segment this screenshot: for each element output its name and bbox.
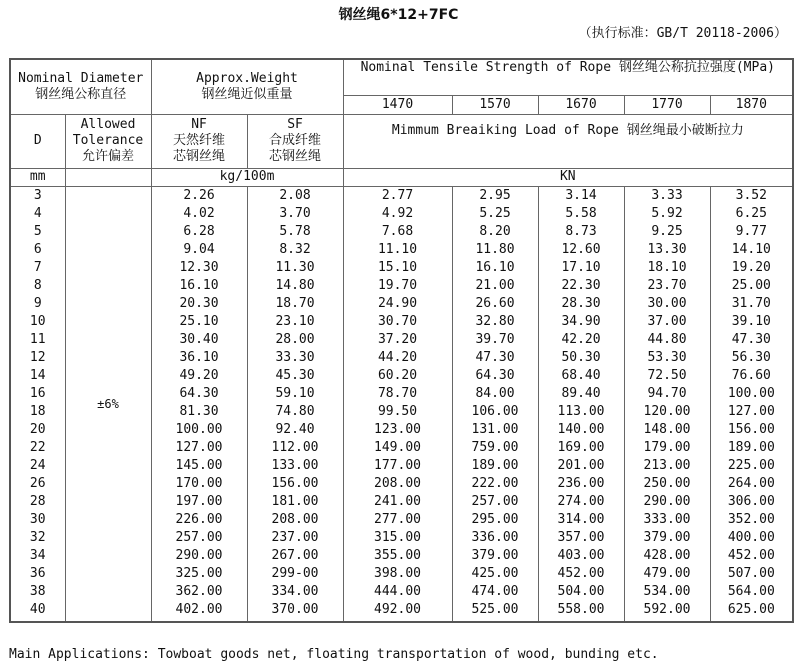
header-sf-line: 合成纤维 xyxy=(269,133,322,148)
cell-l1570: 5.25 xyxy=(452,205,538,223)
cell-l1870: 14.10 xyxy=(710,241,793,259)
cell-sf: 299-00 xyxy=(247,565,343,583)
header-approx-weight-cn: 钢丝绳近似重量 xyxy=(201,86,293,102)
cell-l1770: 13.30 xyxy=(624,241,710,259)
cell-nf: 362.00 xyxy=(151,583,247,601)
cell-l1470: 355.00 xyxy=(343,547,452,565)
cell-l1770: 37.00 xyxy=(624,313,710,331)
cell-sf: 237.00 xyxy=(247,529,343,547)
cell-nf: 170.00 xyxy=(151,475,247,493)
cell-l1770: 72.50 xyxy=(624,367,710,385)
cell-l1870: 9.77 xyxy=(710,223,793,241)
cell-l1470: 177.00 xyxy=(343,457,452,475)
cell-sf: 156.00 xyxy=(247,475,343,493)
cell-d: 24 xyxy=(10,457,65,475)
cell-l1870: 31.70 xyxy=(710,295,793,313)
cell-l1870: 264.00 xyxy=(710,475,793,493)
header-sf-line: SF xyxy=(287,117,303,132)
cell-l1870: 225.00 xyxy=(710,457,793,475)
cell-l1770: 9.25 xyxy=(624,223,710,241)
cell-d: 12 xyxy=(10,349,65,367)
cell-d: 4 xyxy=(10,205,65,223)
cell-l1670: 201.00 xyxy=(538,457,624,475)
cell-nf: 127.00 xyxy=(151,439,247,457)
cell-l1570: 295.00 xyxy=(452,511,538,529)
cell-d: 30 xyxy=(10,511,65,529)
unit-blank xyxy=(65,168,151,186)
cell-d: 36 xyxy=(10,565,65,583)
cell-l1870: 306.00 xyxy=(710,493,793,511)
cell-nf: 100.00 xyxy=(151,421,247,439)
cell-l1670: 5.58 xyxy=(538,205,624,223)
cell-nf: 25.10 xyxy=(151,313,247,331)
cell-l1670: 452.00 xyxy=(538,565,624,583)
cell-sf: 112.00 xyxy=(247,439,343,457)
cell-l1870: 452.00 xyxy=(710,547,793,565)
cell-l1770: 18.10 xyxy=(624,259,710,277)
cell-nf: 2.26 xyxy=(151,186,247,205)
cell-d: 9 xyxy=(10,295,65,313)
cell-l1570: 106.00 xyxy=(452,403,538,421)
cell-nf: 30.40 xyxy=(151,331,247,349)
cell-l1870: 625.00 xyxy=(710,601,793,622)
cell-l1670: 12.60 xyxy=(538,241,624,259)
cell-l1470: 60.20 xyxy=(343,367,452,385)
cell-d: 32 xyxy=(10,529,65,547)
cell-l1670: 89.40 xyxy=(538,385,624,403)
cell-l1870: 189.00 xyxy=(710,439,793,457)
header-grade: 1770 xyxy=(624,95,710,114)
cell-l1470: 277.00 xyxy=(343,511,452,529)
cell-l1770: 44.80 xyxy=(624,331,710,349)
cell-l1470: 149.00 xyxy=(343,439,452,457)
cell-sf: 5.78 xyxy=(247,223,343,241)
cell-l1470: 208.00 xyxy=(343,475,452,493)
cell-l1670: 42.20 xyxy=(538,331,624,349)
cell-sf: 74.80 xyxy=(247,403,343,421)
cell-l1870: 127.00 xyxy=(710,403,793,421)
tolerance-value: ±6% xyxy=(65,186,151,622)
cell-sf: 208.00 xyxy=(247,511,343,529)
cell-l1470: 492.00 xyxy=(343,601,452,622)
cell-l1470: 315.00 xyxy=(343,529,452,547)
cell-l1870: 39.10 xyxy=(710,313,793,331)
header-approx-weight xyxy=(151,59,343,114)
cell-nf: 64.30 xyxy=(151,385,247,403)
cell-l1670: 17.10 xyxy=(538,259,624,277)
cell-l1570: 189.00 xyxy=(452,457,538,475)
cell-l1470: 444.00 xyxy=(343,583,452,601)
header-nominal-diameter xyxy=(10,59,151,114)
cell-l1770: 94.70 xyxy=(624,385,710,403)
cell-l1670: 314.00 xyxy=(538,511,624,529)
header-grade: 1470 xyxy=(343,95,452,114)
header-tolerance-line: Allowed xyxy=(80,117,136,132)
cell-d: 26 xyxy=(10,475,65,493)
main-applications: Main Applications: Towboat goods net, floating transportation of wood, bunding etc. xyxy=(9,647,659,662)
cell-l1770: 179.00 xyxy=(624,439,710,457)
header-sf xyxy=(247,114,343,168)
cell-d: 7 xyxy=(10,259,65,277)
cell-l1470: 7.68 xyxy=(343,223,452,241)
cell-l1670: 236.00 xyxy=(538,475,624,493)
cell-l1870: 564.00 xyxy=(710,583,793,601)
cell-d: 18 xyxy=(10,403,65,421)
header-nf-line: NF xyxy=(191,117,207,132)
cell-l1570: 222.00 xyxy=(452,475,538,493)
cell-l1570: 39.70 xyxy=(452,331,538,349)
cell-l1770: 3.33 xyxy=(624,186,710,205)
cell-nf: 257.00 xyxy=(151,529,247,547)
header-approx-weight-en: Approx.Weight xyxy=(196,70,298,86)
cell-nf: 290.00 xyxy=(151,547,247,565)
cell-l1470: 11.10 xyxy=(343,241,452,259)
header-nf-line: 天然纤维 xyxy=(173,133,226,148)
cell-d: 16 xyxy=(10,385,65,403)
cell-l1770: 428.00 xyxy=(624,547,710,565)
unit-load: KN xyxy=(343,168,793,186)
cell-l1570: 8.20 xyxy=(452,223,538,241)
header-tolerance xyxy=(65,114,151,168)
cell-l1670: 3.14 xyxy=(538,186,624,205)
cell-l1770: 479.00 xyxy=(624,565,710,583)
cell-l1770: 250.00 xyxy=(624,475,710,493)
header-grade: 1670 xyxy=(538,95,624,114)
cell-nf: 197.00 xyxy=(151,493,247,511)
cell-l1470: 241.00 xyxy=(343,493,452,511)
cell-nf: 9.04 xyxy=(151,241,247,259)
cell-nf: 325.00 xyxy=(151,565,247,583)
cell-d: 6 xyxy=(10,241,65,259)
cell-l1670: 34.90 xyxy=(538,313,624,331)
cell-nf: 20.30 xyxy=(151,295,247,313)
cell-nf: 49.20 xyxy=(151,367,247,385)
cell-nf: 36.10 xyxy=(151,349,247,367)
cell-l1670: 504.00 xyxy=(538,583,624,601)
cell-l1570: 11.80 xyxy=(452,241,538,259)
cell-d: 20 xyxy=(10,421,65,439)
cell-l1470: 123.00 xyxy=(343,421,452,439)
cell-sf: 45.30 xyxy=(247,367,343,385)
cell-nf: 6.28 xyxy=(151,223,247,241)
cell-l1870: 400.00 xyxy=(710,529,793,547)
cell-l1570: 32.80 xyxy=(452,313,538,331)
document-title: 钢丝绳6*12+7FC xyxy=(338,7,459,23)
cell-l1570: 379.00 xyxy=(452,547,538,565)
cell-l1670: 403.00 xyxy=(538,547,624,565)
cell-l1770: 120.00 xyxy=(624,403,710,421)
cell-sf: 370.00 xyxy=(247,601,343,622)
cell-sf: 3.70 xyxy=(247,205,343,223)
cell-sf: 267.00 xyxy=(247,547,343,565)
cell-sf: 33.30 xyxy=(247,349,343,367)
cell-sf: 11.30 xyxy=(247,259,343,277)
cell-l1470: 44.20 xyxy=(343,349,452,367)
cell-d: 10 xyxy=(10,313,65,331)
cell-l1670: 28.30 xyxy=(538,295,624,313)
cell-l1570: 525.00 xyxy=(452,601,538,622)
cell-l1870: 47.30 xyxy=(710,331,793,349)
cell-d: 40 xyxy=(10,601,65,622)
cell-l1570: 336.00 xyxy=(452,529,538,547)
header-nf-line: 芯钢丝绳 xyxy=(173,149,226,164)
cell-l1470: 37.20 xyxy=(343,331,452,349)
cell-l1770: 592.00 xyxy=(624,601,710,622)
cell-l1870: 56.30 xyxy=(710,349,793,367)
standard-reference: （执行标准：GB/T 20118-2006） xyxy=(578,26,787,41)
cell-l1670: 274.00 xyxy=(538,493,624,511)
cell-d: 38 xyxy=(10,583,65,601)
cell-l1470: 99.50 xyxy=(343,403,452,421)
data-body xyxy=(10,186,793,622)
header-grade: 1570 xyxy=(452,95,538,114)
cell-l1470: 4.92 xyxy=(343,205,452,223)
cell-sf: 28.00 xyxy=(247,331,343,349)
cell-l1870: 100.00 xyxy=(710,385,793,403)
cell-l1770: 333.00 xyxy=(624,511,710,529)
cell-sf: 2.08 xyxy=(247,186,343,205)
cell-l1570: 131.00 xyxy=(452,421,538,439)
cell-l1570: 425.00 xyxy=(452,565,538,583)
header-tolerance-line: Tolerance xyxy=(72,133,144,148)
cell-nf: 4.02 xyxy=(151,205,247,223)
cell-l1570: 47.30 xyxy=(452,349,538,367)
cell-l1670: 8.73 xyxy=(538,223,624,241)
cell-nf: 402.00 xyxy=(151,601,247,622)
unit-weight: kg/100m xyxy=(151,168,343,186)
cell-l1770: 379.00 xyxy=(624,529,710,547)
cell-d: 8 xyxy=(10,277,65,295)
cell-l1470: 2.77 xyxy=(343,186,452,205)
cell-l1670: 140.00 xyxy=(538,421,624,439)
cell-l1870: 507.00 xyxy=(710,565,793,583)
cell-nf: 81.30 xyxy=(151,403,247,421)
cell-l1870: 3.52 xyxy=(710,186,793,205)
table-row xyxy=(10,186,793,205)
cell-l1670: 169.00 xyxy=(538,439,624,457)
cell-l1570: 64.30 xyxy=(452,367,538,385)
header-tolerance-line: 允许偏差 xyxy=(82,149,135,164)
cell-l1770: 53.30 xyxy=(624,349,710,367)
cell-l1770: 30.00 xyxy=(624,295,710,313)
cell-d: 3 xyxy=(10,186,65,205)
cell-l1870: 156.00 xyxy=(710,421,793,439)
cell-l1870: 19.20 xyxy=(710,259,793,277)
cell-l1570: 257.00 xyxy=(452,493,538,511)
spec-table xyxy=(9,58,794,623)
cell-sf: 8.32 xyxy=(247,241,343,259)
header-min-breaking-load: Mimmum Breaiking Load of Rope 钢丝绳最小破断拉力 xyxy=(343,114,793,168)
cell-nf: 145.00 xyxy=(151,457,247,475)
header-nominal-diameter-en: Nominal Diameter xyxy=(18,70,144,86)
cell-l1870: 352.00 xyxy=(710,511,793,529)
cell-l1770: 23.70 xyxy=(624,277,710,295)
cell-d: 22 xyxy=(10,439,65,457)
cell-l1770: 213.00 xyxy=(624,457,710,475)
cell-d: 5 xyxy=(10,223,65,241)
cell-l1570: 2.95 xyxy=(452,186,538,205)
cell-l1670: 558.00 xyxy=(538,601,624,622)
cell-sf: 14.80 xyxy=(247,277,343,295)
cell-l1670: 113.00 xyxy=(538,403,624,421)
cell-l1470: 15.10 xyxy=(343,259,452,277)
header-d: D xyxy=(10,114,65,168)
cell-sf: 334.00 xyxy=(247,583,343,601)
cell-l1670: 50.30 xyxy=(538,349,624,367)
cell-l1470: 398.00 xyxy=(343,565,452,583)
cell-d: 34 xyxy=(10,547,65,565)
cell-l1770: 534.00 xyxy=(624,583,710,601)
cell-d: 28 xyxy=(10,493,65,511)
header-nominal-diameter-cn: 钢丝绳公称直径 xyxy=(35,86,127,102)
cell-l1570: 84.00 xyxy=(452,385,538,403)
cell-l1570: 26.60 xyxy=(452,295,538,313)
cell-l1470: 24.90 xyxy=(343,295,452,313)
cell-l1470: 30.70 xyxy=(343,313,452,331)
cell-l1570: 759.00 xyxy=(452,439,538,457)
cell-sf: 181.00 xyxy=(247,493,343,511)
cell-sf: 23.10 xyxy=(247,313,343,331)
cell-sf: 18.70 xyxy=(247,295,343,313)
cell-l1770: 290.00 xyxy=(624,493,710,511)
cell-d: 11 xyxy=(10,331,65,349)
cell-l1870: 6.25 xyxy=(710,205,793,223)
cell-nf: 226.00 xyxy=(151,511,247,529)
cell-sf: 133.00 xyxy=(247,457,343,475)
cell-nf: 16.10 xyxy=(151,277,247,295)
cell-l1470: 78.70 xyxy=(343,385,452,403)
cell-l1870: 25.00 xyxy=(710,277,793,295)
unit-mm: mm xyxy=(10,168,65,186)
cell-l1670: 22.30 xyxy=(538,277,624,295)
cell-sf: 92.40 xyxy=(247,421,343,439)
cell-d: 14 xyxy=(10,367,65,385)
header-nf xyxy=(151,114,247,168)
cell-l1670: 68.40 xyxy=(538,367,624,385)
cell-l1670: 357.00 xyxy=(538,529,624,547)
cell-l1570: 16.10 xyxy=(452,259,538,277)
cell-sf: 59.10 xyxy=(247,385,343,403)
header-tensile-strength: Nominal Tensile Strength of Rope 钢丝绳公称抗拉强度(MPa) xyxy=(343,59,793,95)
header-grade: 1870 xyxy=(710,95,793,114)
cell-l1870: 76.60 xyxy=(710,367,793,385)
cell-l1770: 5.92 xyxy=(624,205,710,223)
cell-l1570: 21.00 xyxy=(452,277,538,295)
cell-l1470: 19.70 xyxy=(343,277,452,295)
header-sf-line: 芯钢丝绳 xyxy=(269,149,322,164)
cell-nf: 12.30 xyxy=(151,259,247,277)
cell-l1770: 148.00 xyxy=(624,421,710,439)
cell-l1570: 474.00 xyxy=(452,583,538,601)
